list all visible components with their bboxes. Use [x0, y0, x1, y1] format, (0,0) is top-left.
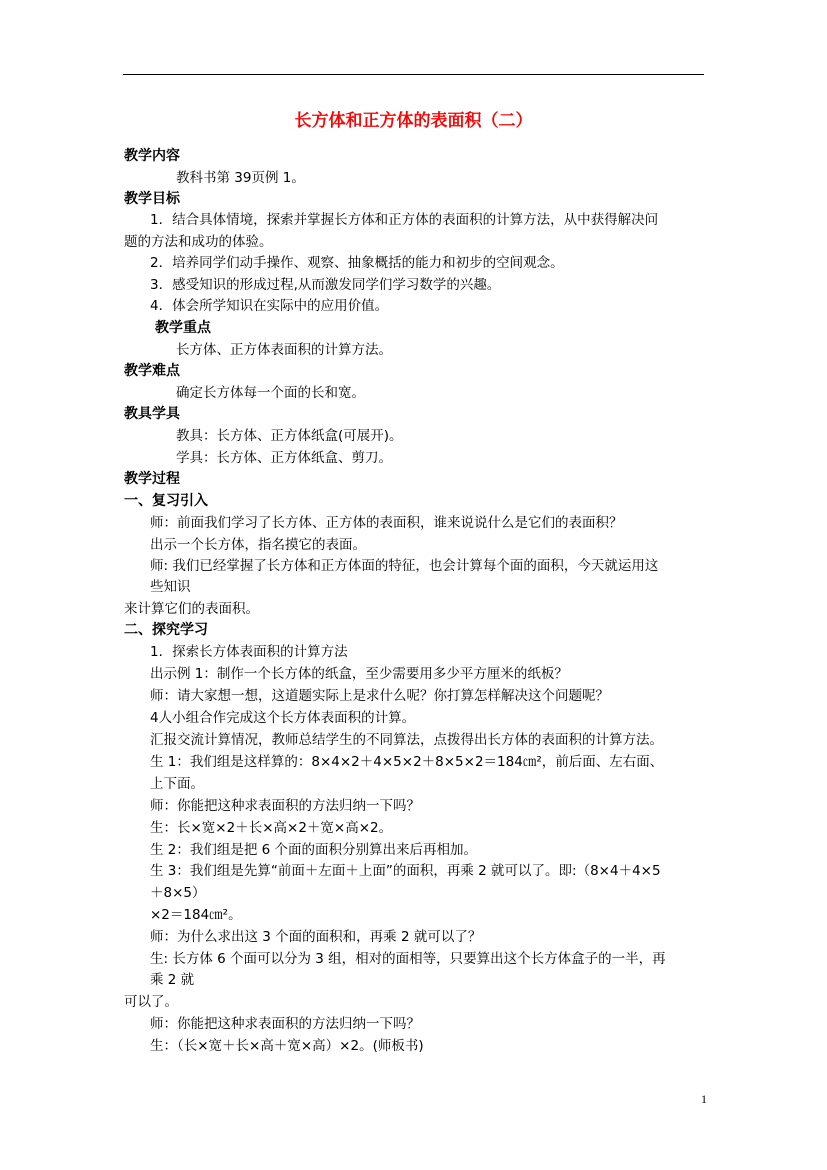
paragraph-line: 师：你能把这种求表面积的方法归纳一下吗？: [150, 1016, 420, 1032]
paragraph-line: 3．感受知识的形成过程,从而激发同学们学习数学的兴趣。: [150, 277, 501, 293]
paragraph-line: 可以了。: [124, 994, 178, 1010]
paragraph-line: 长方体、正方体表面积的计算方法。: [176, 342, 392, 358]
section-heading: 教学目标: [124, 191, 180, 207]
paragraph-line: 题的方法和成功的体验。: [124, 234, 273, 250]
paragraph-line: 确定长方体每一个面的长和宽。: [176, 385, 365, 401]
paragraph-line: 4人小组合作完成这个长方体表面积的计算。: [150, 710, 416, 726]
paragraph-line: 学具：长方体、正方体纸盒、剪刀。: [176, 450, 392, 466]
paragraph-line: 1．结合具体情境，探索并掌握长方体和正方体的表面积的计算方法，从中获得解决问: [150, 212, 659, 228]
paragraph-line: 师: 我们已经掌握了长方体和正方体面的特征，也会计算每个面的面积，今天就运用这: [150, 558, 659, 574]
paragraph-line: 生：（长×宽＋长×高＋宽×高）×2。(师板书): [150, 1038, 424, 1054]
paragraph-line: 生: 长方体 6 个面可以分为 3 组，相对的面相等，只要算出这个长方体盒子的一半，再: [150, 951, 666, 967]
paragraph-line: 教具：长方体、正方体纸盒(可展开)。: [176, 428, 403, 444]
document-title: 长方体和正方体的表面积（二）: [294, 111, 533, 131]
paragraph-line: ×2＝184㎝²。: [150, 907, 242, 923]
paragraph-line: 2．培养同学们动手操作、观察、抽象概括的能力和初步的空间观念。: [150, 255, 564, 271]
paragraph-line: 生 3：我们组是先算“前面＋左面＋上面”的面积，再乘 2 就可以了。即:（8×4＋4×5: [150, 863, 661, 879]
section-heading: 教具学具: [124, 406, 180, 422]
paragraph-line: 生 1：我们组是这样算的：8×4×2＋4×5×2＋8×5×2＝184㎝²，前后面、左右面、: [150, 754, 664, 770]
paragraph-line: 乘 2 就: [150, 972, 195, 988]
paragraph-line: 些知识: [150, 579, 191, 595]
paragraph-line: 师：请大家想一想，这道题实际上是求什么呢？你打算怎样解决这个问题呢？: [150, 688, 609, 704]
section-heading: 一、复习引入: [124, 493, 208, 509]
section-heading: 教学内容: [124, 148, 180, 164]
paragraph-line: 生：长×宽×2＋长×高×2＋宽×高×2。: [150, 820, 393, 836]
paragraph-line: 出示例 1：制作一个长方体的纸盒，至少需要用多少平方厘米的纸板？: [150, 666, 568, 682]
header-rule: [123, 74, 704, 75]
section-heading: 教学过程: [124, 471, 180, 487]
paragraph-line: 4．体会所学知识在实际中的应用价值。: [150, 298, 389, 314]
paragraph-line: 师：前面我们学习了长方体、正方体的表面积，谁来说说什么是它们的表面积？: [150, 515, 623, 531]
section-heading: 教学重点: [155, 320, 211, 336]
paragraph-line: 来计算它们的表面积。: [124, 601, 259, 617]
section-heading: 二、探究学习: [124, 622, 208, 638]
paragraph-line: 汇报交流计算情况，教师总结学生的不同算法，点拨得出长方体的表面积的计算方法。: [150, 732, 663, 748]
page-number: 1: [701, 1092, 707, 1106]
paragraph-line: 出示一个长方体，指名摸它的表面。: [150, 537, 366, 553]
paragraph-line: 师：你能把这种求表面积的方法归纳一下吗？: [150, 798, 420, 814]
paragraph-line: 1．探索长方体表面积的计算方法: [150, 644, 348, 660]
section-heading: 教学难点: [124, 363, 180, 379]
paragraph-line: 上下面。: [150, 776, 204, 792]
paragraph-line: ＋8×5）: [150, 885, 206, 901]
paragraph-line: 师：为什么求出这 3 个面的面积和，再乘 2 就可以了？: [150, 929, 482, 945]
paragraph-line: 教科书第 39页例 1。: [176, 170, 305, 186]
paragraph-line: 生 2：我们组是把 6 个面的面积分别算出来后再相加。: [150, 842, 478, 858]
